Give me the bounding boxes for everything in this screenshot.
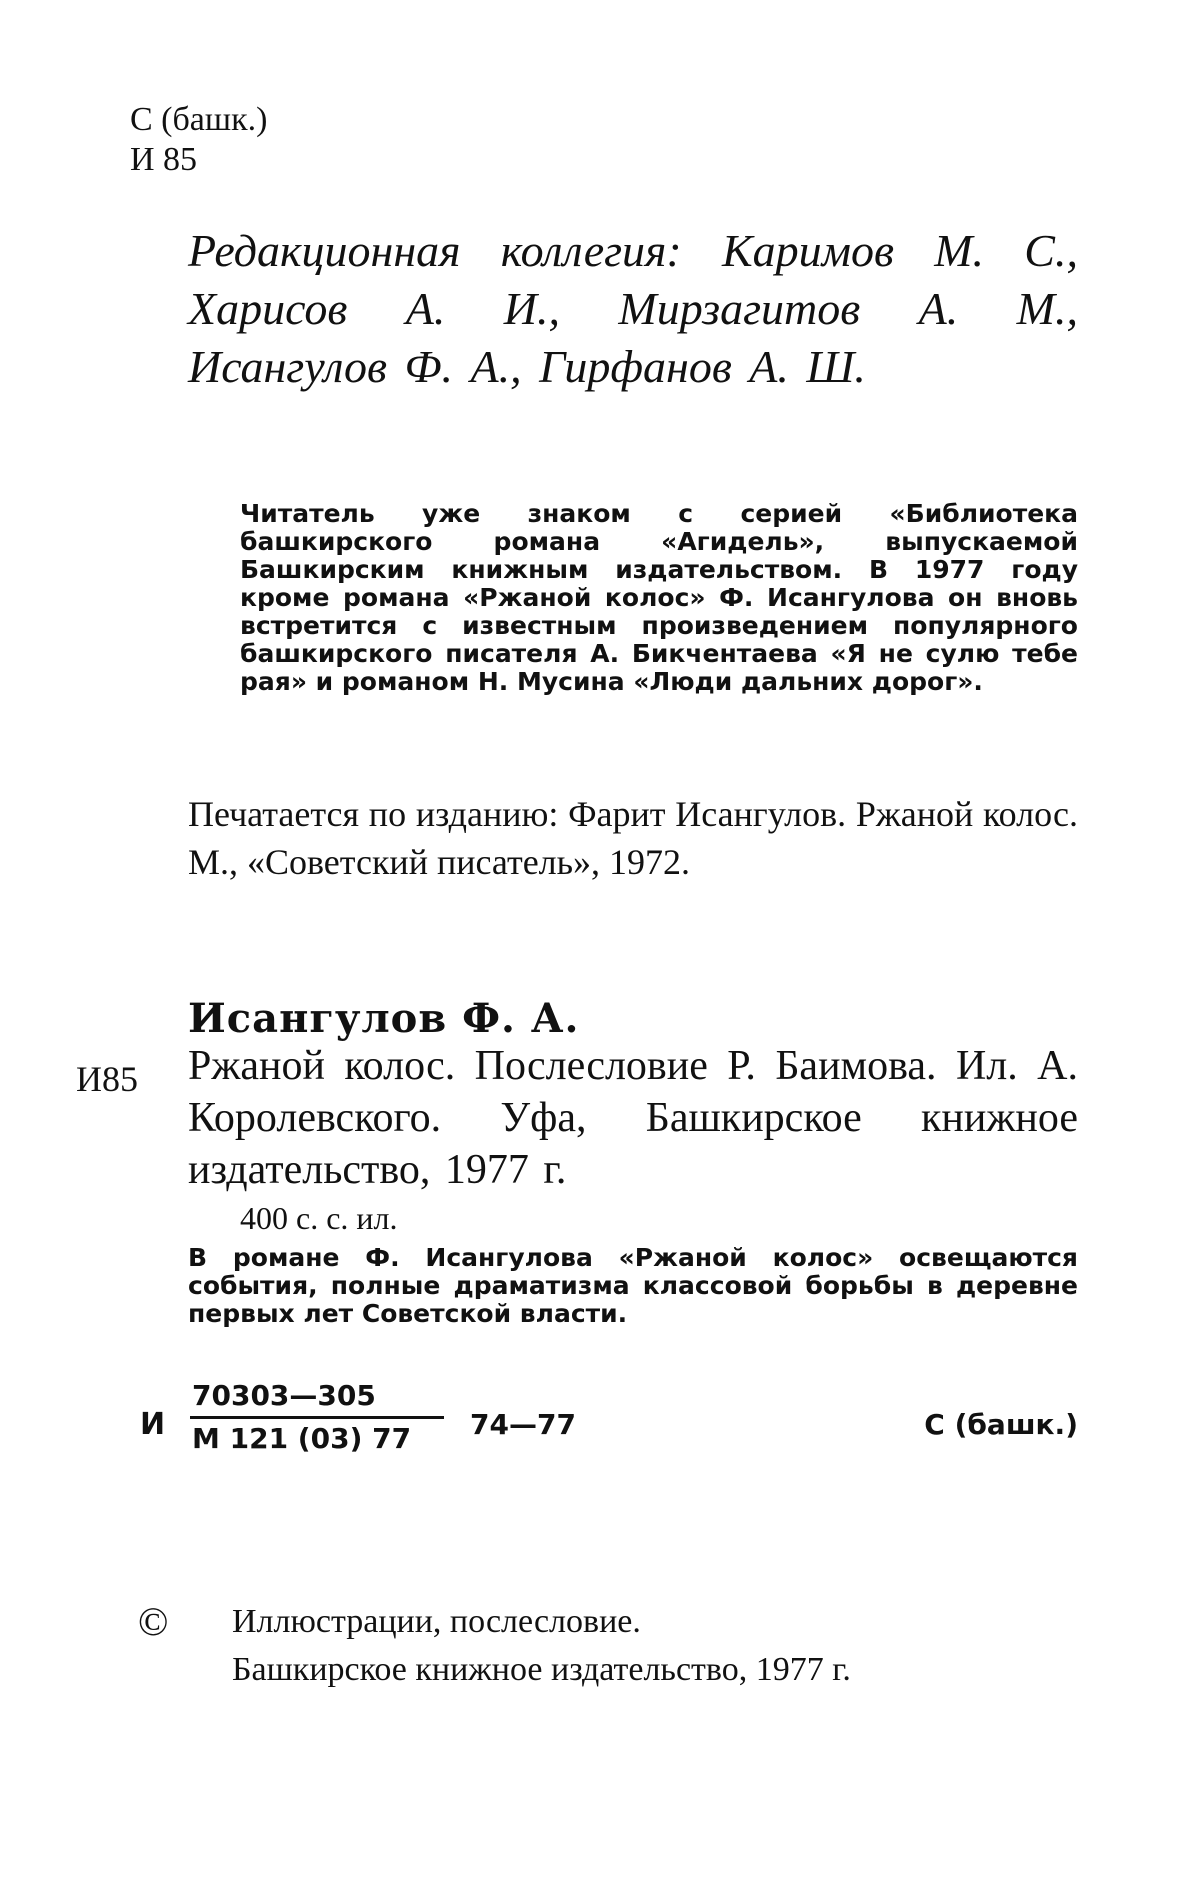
copyright-line-2: Башкирское книжное издательство, 1977 г.: [232, 1651, 851, 1688]
udk-classification: [130, 100, 267, 180]
series-annotation: Читатель уже знаком с серией «Библиотека башкирского романа «Агидель», выпускаемой Башкирским книжным издательством. В 1977 году кроме романа «Ржаной колос» Ф. Исангулова он вновь встретится с известным произведением популярного башкирского писателя А. Бикчентаева «Я не сулю тебе рая» и романом Н. Мусина «Люди дальних дорог».: [240, 499, 1078, 696]
catalog-shelf-code: И85: [76, 1059, 138, 1099]
index-numerator: 70303—305: [190, 1378, 444, 1419]
udk-line-1: С (башк.): [130, 101, 268, 138]
copyright-icon: ©: [138, 1599, 169, 1644]
copyright-notice: [232, 1598, 851, 1694]
catalog-author: Исангулов Ф. А.: [188, 995, 580, 1042]
index-letter: И: [140, 1407, 166, 1442]
printed-from-note: Печатается по изданию: Фарит Исангулов. Ржаной колос. М., «Советский писатель», 1972.: [188, 794, 1078, 882]
catalog-pages: 400 с. с. ил.: [240, 1200, 398, 1236]
catalog-description: Ржаной колос. Послесловие Р. Баимова. Ил. А. Королевского. Уфа, Башкирское книжное издательство, 1977 г.: [188, 1043, 1078, 1193]
catalog-summary: В романе Ф. Исангулова «Ржаной колос» освещаются события, полные драматизма классовой борьбы в деревне первых лет Советской власти.: [188, 1243, 1078, 1328]
index-classification: С (башк.): [924, 1408, 1078, 1441]
index-fraction: [190, 1378, 444, 1457]
editorial-board: Редакционная коллегия: Каримов М. С., Харисов А. И., Мирзагитов А. М., Исангулов Ф. А., Гирфанов А. Ш.: [188, 225, 1078, 392]
copyright-line-1: Иллюстрации, послесловие.: [232, 1603, 641, 1640]
index-range: 74—77: [470, 1408, 576, 1441]
index-denominator: М 121 (03) 77: [192, 1422, 412, 1455]
udk-line-2: И 85: [130, 141, 198, 178]
